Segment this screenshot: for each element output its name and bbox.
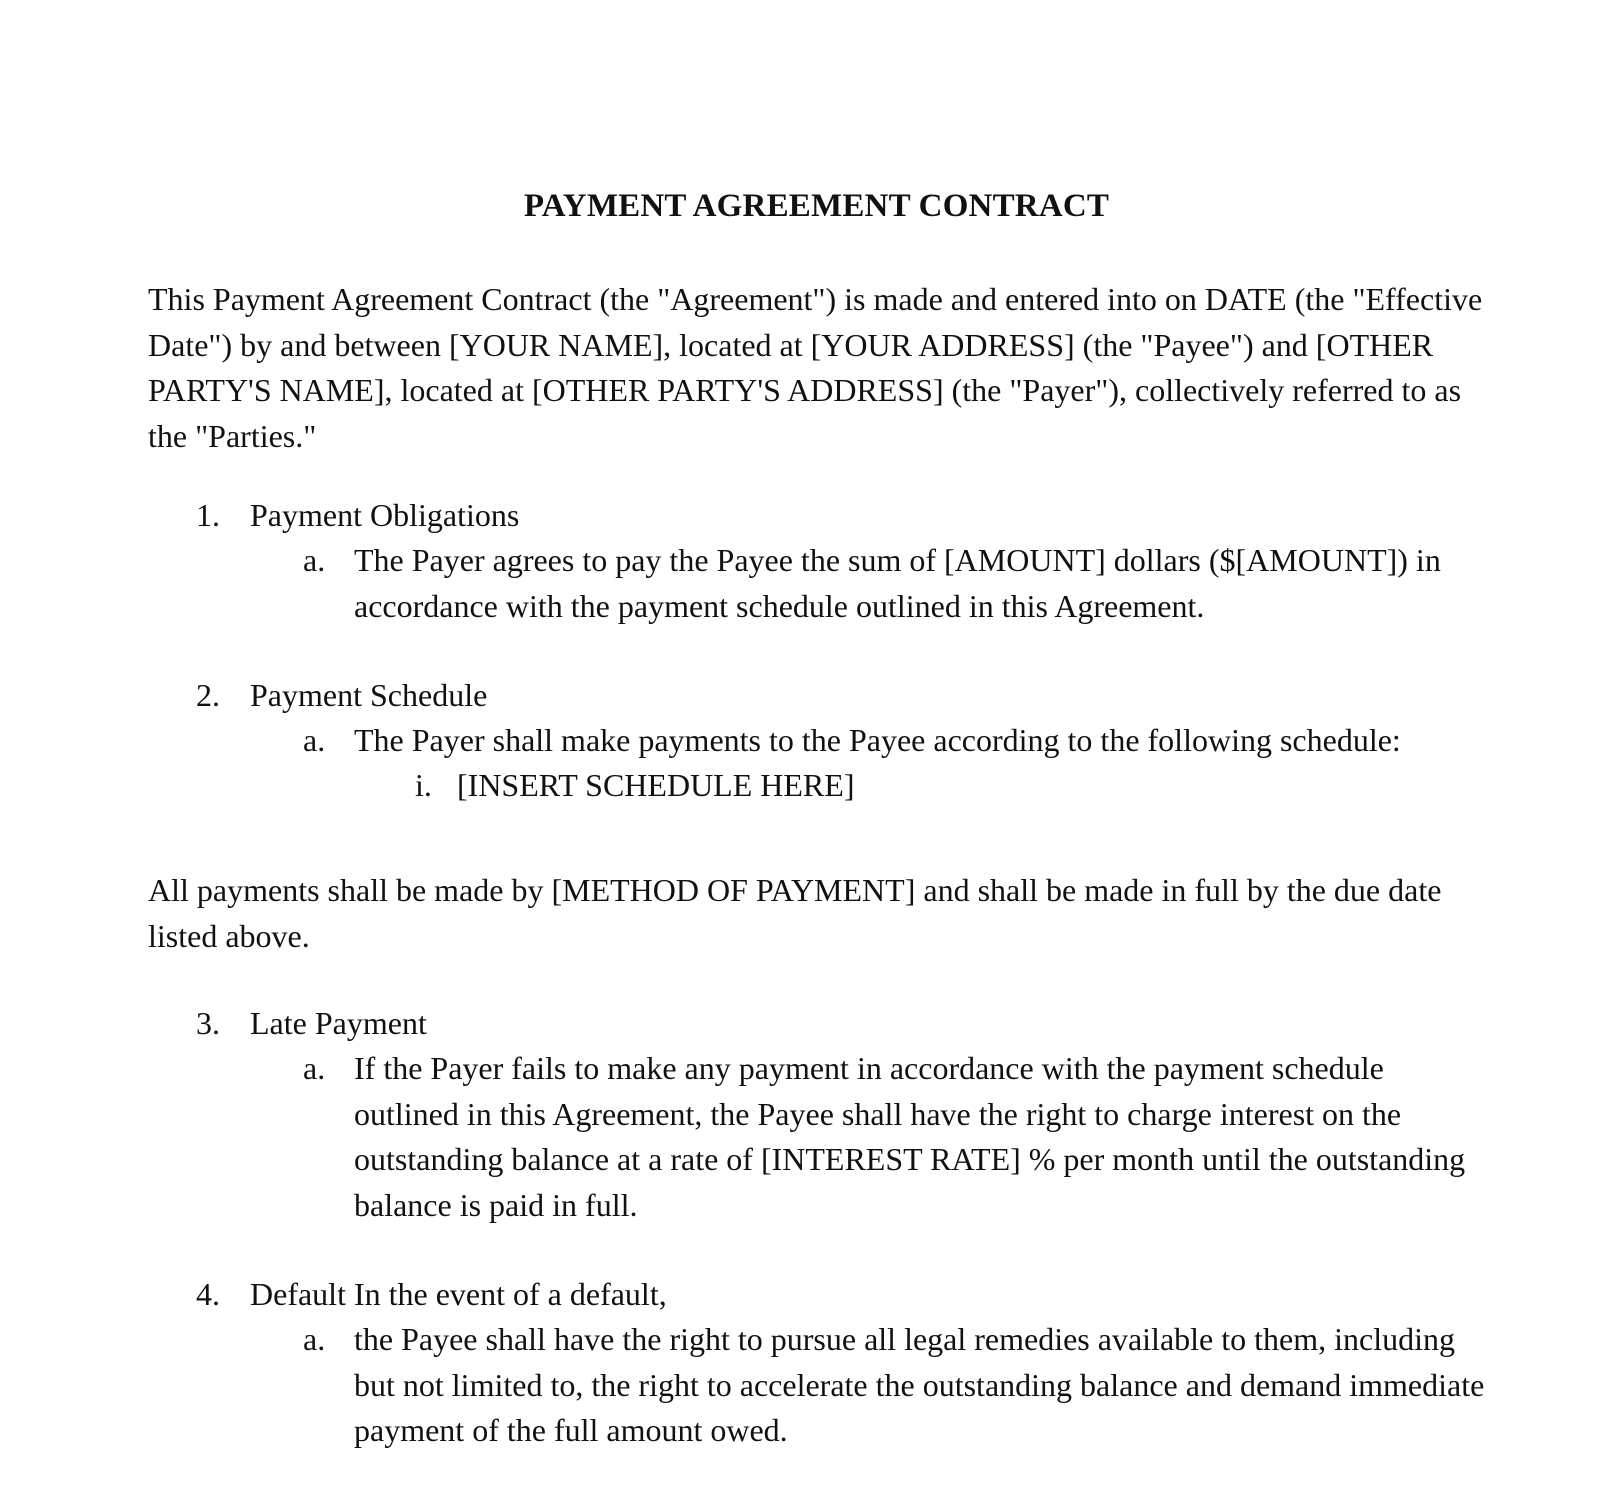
section-heading: Payment Obligations	[250, 497, 520, 533]
section-heading: Late Payment	[250, 1005, 427, 1041]
section-number: 2.	[196, 677, 220, 713]
subitem-letter: a.	[303, 1321, 326, 1357]
subitem-text: If the Payer fails to make any payment in accordance with the payment schedule outlined in this Agreement, the Payee shall have the right to charge interest on the outstanding balance at a rate of [INTEREST RATE] % per month until the outstanding balance is paid in full.	[354, 1050, 1466, 1223]
subitem-letter: a.	[303, 1050, 326, 1086]
subsubitem-text: [INSERT SCHEDULE HERE]	[457, 767, 855, 803]
section-heading: Payment Schedule	[250, 677, 488, 713]
section-number: 4.	[196, 1276, 220, 1312]
intro-paragraph: This Payment Agreement Contract (the "Agreement") is made and entered into on DATE (the "Effective Date") by and between [YOUR NAME], located at [YOUR ADDRESS] (the "Payee") and [OTHER PARTY'S NAME], located at [OTHER PARTY'S ADDRESS] (the "Payer"), collectively referred to as the "Parties."	[148, 281, 1483, 454]
subitem-letter: a.	[303, 722, 326, 758]
subitem-text: The Payer agrees to pay the Payee the sum of [AMOUNT] dollars ($[AMOUNT]) in accordance with the payment schedule outlined in this Agreement.	[354, 542, 1441, 624]
subsubitem-numeral: i.	[415, 767, 432, 803]
subitem-letter: a.	[303, 542, 326, 578]
section-number: 3.	[196, 1005, 220, 1041]
subitem-text: The Payer shall make payments to the Payee according to the following schedule:	[354, 722, 1401, 758]
section-heading: Default In the event of a default,	[250, 1276, 667, 1312]
section-number: 1.	[196, 497, 220, 533]
document-title: PAYMENT AGREEMENT CONTRACT	[523, 188, 1110, 224]
payments-paragraph: All payments shall be made by [METHOD OF PAYMENT] and shall be made in full by the due date listed above.	[148, 872, 1442, 954]
subitem-text: the Payee shall have the right to pursue all legal remedies available to them, including but not limited to, the right to accelerate the outstanding balance and demand immediate payment of the full amount owed.	[354, 1321, 1485, 1448]
